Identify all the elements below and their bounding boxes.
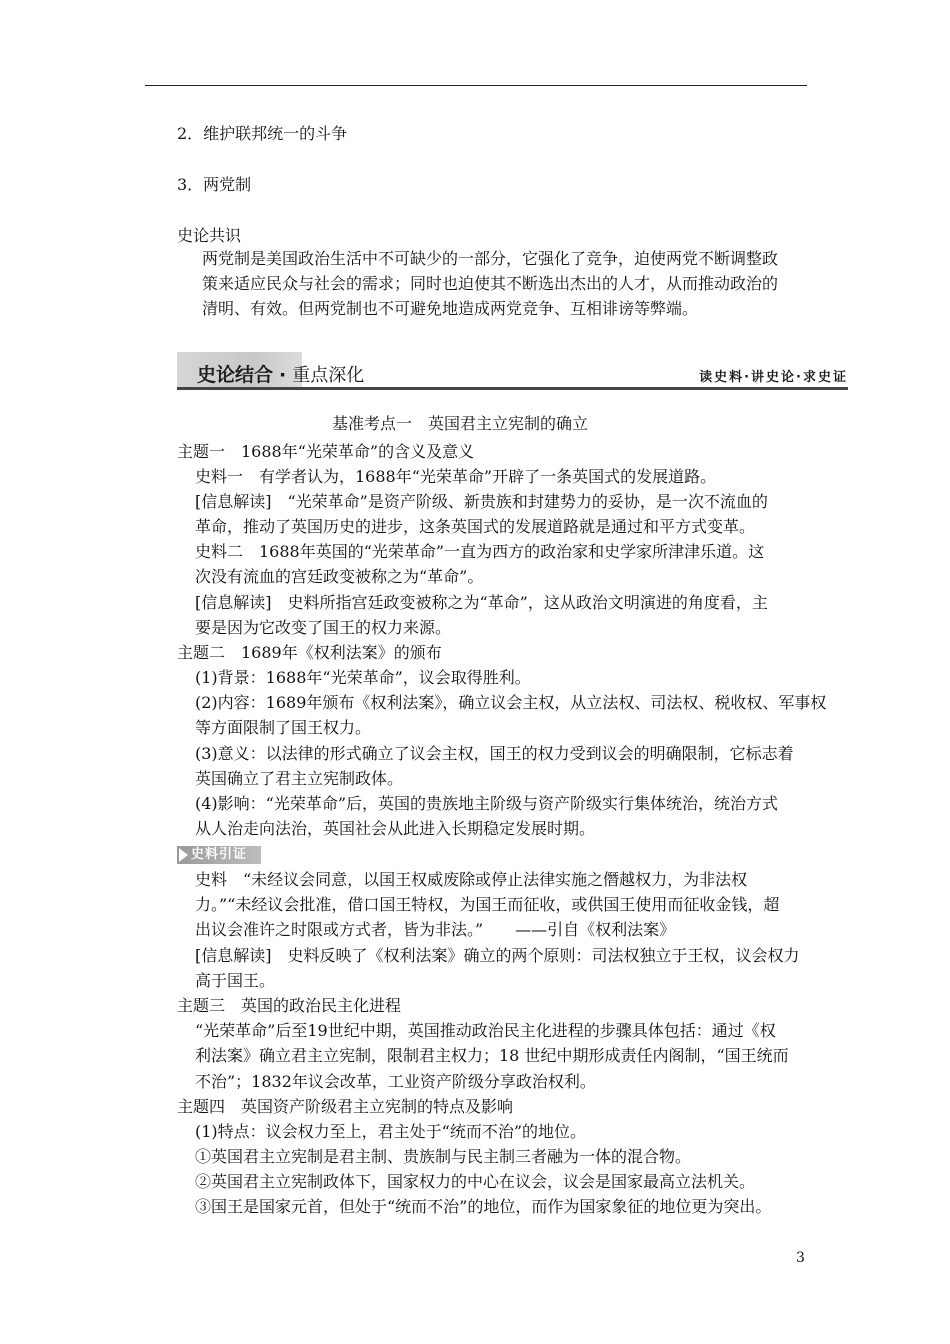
body-line: (2)内容：1689年颁布《权利法案》，确立议会主权，从立法权、司法权、税收权、军事权 — [195, 693, 827, 712]
banner-dot: · — [279, 364, 287, 386]
topic-heading: 主题二 1689年《权利法案》的颁布 — [177, 643, 442, 662]
body-line: (4)影响：“光荣革命”后，英国的贵族地主阶级与资产阶级实行集体统治，统治方式 — [195, 794, 779, 813]
tag-label: 史料引证 — [191, 847, 248, 862]
body-line: 出议会准许之时限或方式者，皆为非法。” ——引自《权利法案》 — [195, 920, 676, 939]
banner-title — [197, 360, 364, 387]
body-line: 史料一 有学者认为，1688年“光荣革命”开辟了一条英国式的发展道路。 — [195, 467, 717, 486]
body-line: 史料 “未经议会同意，以国王权威废除或停止法律实施之僭越权力，为非法权 — [195, 870, 748, 889]
body-line: “光荣革命”后至19世纪中期，英国推动政治民主化进程的步骤具体包括：通过《权 — [195, 1021, 776, 1040]
body-line: 革命，推动了英国历史的进步，这条英国式的发展道路就是通过和平方式变革。 — [195, 517, 756, 536]
body-line: 英国确立了君主立宪制政体。 — [195, 769, 404, 788]
consensus-heading: 史论共识 — [177, 226, 242, 245]
banner-title-main: 史论结合 — [197, 364, 274, 386]
header-rule — [145, 85, 807, 86]
body-line: 高于国王。 — [195, 971, 276, 990]
page-number: 3 — [796, 1250, 805, 1266]
topic-heading: 主题一 1688年“光荣革命”的含义及意义 — [177, 442, 475, 461]
body-line: 要是因为它改变了国王的权力来源。 — [195, 618, 452, 637]
body-line: 等方面限制了国王权力。 — [195, 718, 372, 737]
topic-heading: 主题四 英国资产阶级君主立宪制的特点及影响 — [177, 1097, 514, 1116]
topic-heading: 主题三 英国的政治民主化进程 — [177, 996, 402, 1015]
section-title: 基准考点一 英国君主立宪制的确立 — [332, 414, 589, 433]
banner-subtitle: 重点深化 — [292, 365, 365, 386]
body-line: 从人治走向法治，英国社会从此进入长期稳定发展时期。 — [195, 819, 596, 838]
body-line: [信息解读] 史料所指宫廷政变被称之为“革命”，这从政治文明演进的角度看，主 — [195, 593, 768, 612]
consensus-line: 两党制是美国政治生活中不可缺少的一部分，它强化了竞争，迫使两党不断调整政 — [202, 249, 779, 268]
section-banner — [177, 352, 848, 392]
body-line: [信息解读] 史料反映了《权利法案》确立的两个原则：司法权独立于王权，议会权力 — [195, 946, 800, 965]
body-line: ③国王是国家元首，但处于“统而不治”的地位，而作为国家象征的地位更为突出。 — [195, 1197, 772, 1216]
banner-rule — [177, 387, 848, 390]
source-evidence-tag — [177, 846, 261, 864]
body-line: (3)意义：以法律的形式确立了议会主权，国王的权力受到议会的明确限制，它标志着 — [195, 744, 794, 763]
consensus-line: 策来适应民众与社会的需求；同时也迫使其不断选出杰出的人才，从而推动政治的 — [202, 274, 779, 293]
banner-tagline: 读史料·讲史论·求史证 — [699, 370, 848, 385]
body-line: 次没有流血的宫廷政变被称之为“革命”。 — [195, 567, 484, 586]
outline-item-3: 3．两党制 — [177, 175, 252, 194]
body-line: (1)特点：议会权力至上，君主处于“统而不治”的地位。 — [195, 1122, 587, 1141]
body-line: ②英国君主立宪制政体下，国家权力的中心在议会，议会是国家最高立法机关。 — [195, 1172, 756, 1191]
body-line: ①英国君主立宪制是君主制、贵族制与民主制三者融为一体的混合物。 — [195, 1147, 692, 1166]
body-line: 利法案》确立君主立宪制，限制君主权力；18 世纪中期形成责任内阁制，“国王统而 — [195, 1046, 789, 1065]
consensus-line: 清明、有效。但两党制也不可避免地造成两党竞争、互相诽谤等弊端。 — [202, 299, 699, 318]
body-line: 史料二 1688年英国的“光荣革命”一直为西方的政治家和史学家所津津乐道。这 — [195, 542, 765, 561]
body-line: 不治”；1832年议会改革，工业资产阶级分享政治权利。 — [195, 1072, 596, 1091]
body-line: (1)背景：1688年“光荣革命”，议会取得胜利。 — [195, 668, 531, 687]
outline-item-2: 2．维护联邦统一的斗争 — [177, 124, 348, 143]
play-arrow-icon — [179, 848, 188, 862]
body-line: 力。”“未经议会批准，借口国王特权，为国王而征收，或供国王使用而征收金钱，超 — [195, 895, 780, 914]
body-line: [信息解读] “光荣革命”是资产阶级、新贵族和封建势力的妥协，是一次不流血的 — [195, 492, 768, 511]
